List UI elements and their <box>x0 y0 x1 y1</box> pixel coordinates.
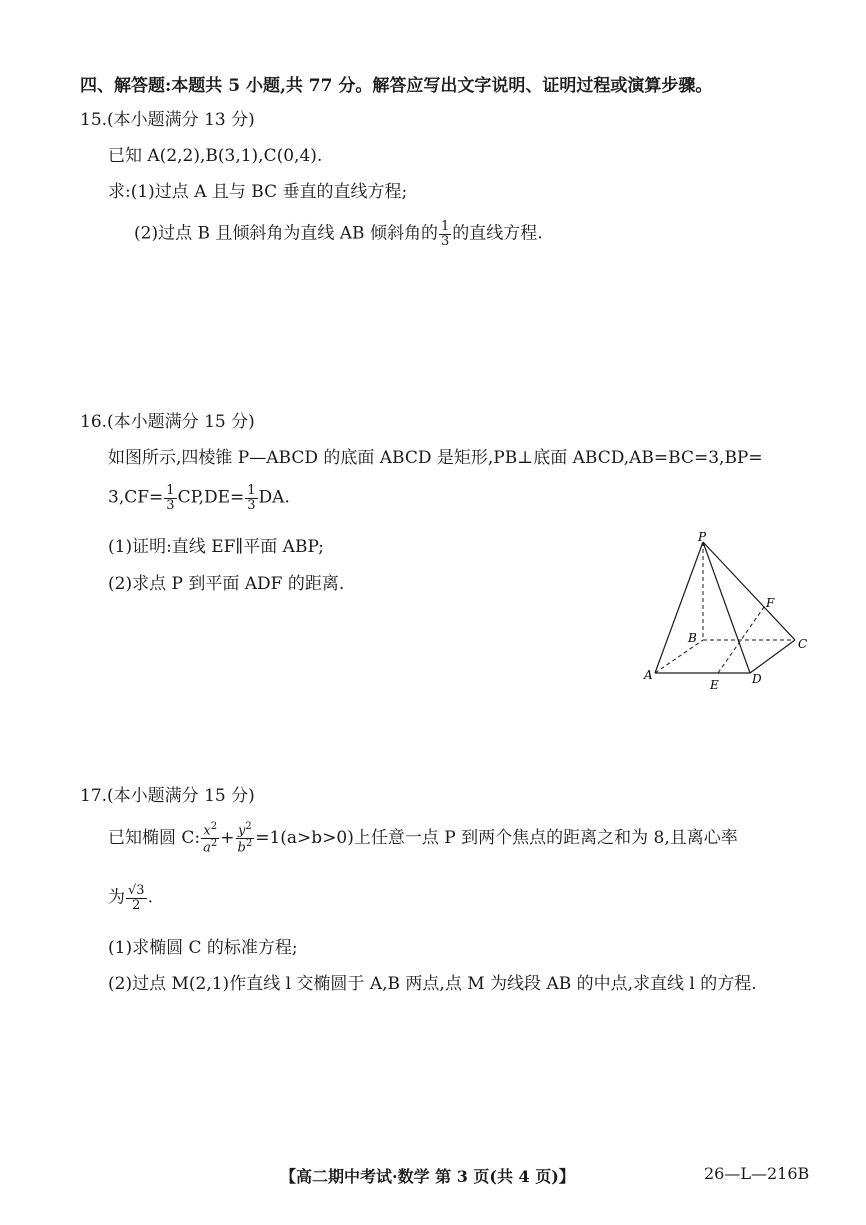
q16-stem-text-a: 3,CF= <box>108 487 164 508</box>
fraction-cf <box>164 484 176 512</box>
edge-DC <box>750 640 795 673</box>
fraction-denominator <box>201 839 219 855</box>
q16-stem-text-b: CP,DE= <box>177 487 245 508</box>
label-P: P <box>698 530 707 544</box>
edge-PD <box>703 542 750 673</box>
q17-stem-text-b: =1(a>b>0)上任意一点 P 到两个焦点的距离之和为 8,且离心率 <box>255 827 738 848</box>
fraction-one-third <box>439 220 451 248</box>
label-A: A <box>644 668 653 682</box>
q15-part2-text-a: (2)过点 B 且倾斜角为直线 AB 倾斜角的 <box>134 223 438 244</box>
q15-part2 <box>134 220 543 248</box>
edge-PA <box>655 542 703 673</box>
fraction-numerator: √3 <box>128 883 145 898</box>
label-E: E <box>710 678 719 692</box>
fraction-eccentricity <box>126 884 147 912</box>
q16-part2: (2)求点 P 到平面 ADF 的距离. <box>108 574 345 594</box>
fraction-numerator: 1 <box>166 483 175 498</box>
fraction-numerator <box>236 822 254 839</box>
fraction-numerator <box>201 822 219 839</box>
q16-part1: (1)证明:直线 EF∥平面 ABP; <box>108 537 325 557</box>
q17-stem-text-c: 为 <box>108 887 125 908</box>
exponent: 2 <box>210 837 218 849</box>
q16-number: 16.(本小题满分 15 分) <box>80 412 255 432</box>
q15-number: 15.(本小题满分 13 分) <box>80 110 255 130</box>
label-F: F <box>766 596 775 610</box>
q17-stem-line2 <box>108 884 153 912</box>
q15-part2-text-b: 的直线方程. <box>452 223 543 244</box>
fraction-numerator: 1 <box>247 483 256 498</box>
fraction-de <box>245 484 257 512</box>
q17-part1: (1)求椭圆 C 的标准方程; <box>108 938 298 958</box>
page-footer: 【高二期中考试·数学 第 3 页(共 4 页)】 <box>280 1167 575 1186</box>
exponent: 2 <box>245 837 253 849</box>
plus-sign: + <box>220 827 235 848</box>
q16-stem-line2 <box>108 484 290 512</box>
fraction-denominator: 3 <box>440 233 450 249</box>
fraction-denominator <box>236 839 255 855</box>
q17-stem-text-d: . <box>147 887 153 908</box>
label-D: D <box>752 672 762 686</box>
var-a: a <box>203 840 211 856</box>
exponent: 2 <box>245 821 252 832</box>
fraction-y2-b2 <box>236 822 255 855</box>
exam-code: 26—L—216B <box>704 1164 810 1183</box>
var-y: y <box>238 823 246 839</box>
q17-stem-line1 <box>108 822 738 855</box>
label-B: B <box>688 631 697 645</box>
section-heading: 四、解答题:本题共 5 小题,共 77 分。解答应写出文字说明、证明过程或演算步骤。 <box>80 76 713 96</box>
q17-number: 17.(本小题满分 15 分) <box>80 786 255 806</box>
exponent: 2 <box>210 821 218 832</box>
fraction-denominator: 2 <box>132 897 141 913</box>
fraction-x2-a2 <box>201 822 219 855</box>
pyramid-figure <box>640 530 820 695</box>
q15-part1: 求:(1)过点 A 且与 BC 垂直的直线方程; <box>108 182 408 202</box>
q15-given: 已知 A(2,2),B(3,1),C(0,4). <box>108 146 323 166</box>
q16-stem-line1: 如图所示,四棱锥 P—ABCD 的底面 ABCD 是矩形,PB⊥底面 ABCD,AB=BC=3,BP= <box>108 448 763 468</box>
label-C: C <box>798 637 808 651</box>
q17-part2: (2)过点 M(2,1)作直线 l 交椭圆于 A,B 两点,点 M 为线段 AB 的中点,求直线 l 的方程. <box>108 974 757 994</box>
var-b: b <box>237 840 246 856</box>
fraction-numerator: 1 <box>440 219 450 234</box>
q16-stem-text-c: DA. <box>258 487 290 508</box>
fraction-denominator: 3 <box>166 497 175 513</box>
edge-PC <box>703 542 795 640</box>
fraction-denominator: 3 <box>247 497 256 513</box>
q17-stem-text-a: 已知椭圆 C: <box>108 827 201 848</box>
var-x: x <box>203 823 211 839</box>
